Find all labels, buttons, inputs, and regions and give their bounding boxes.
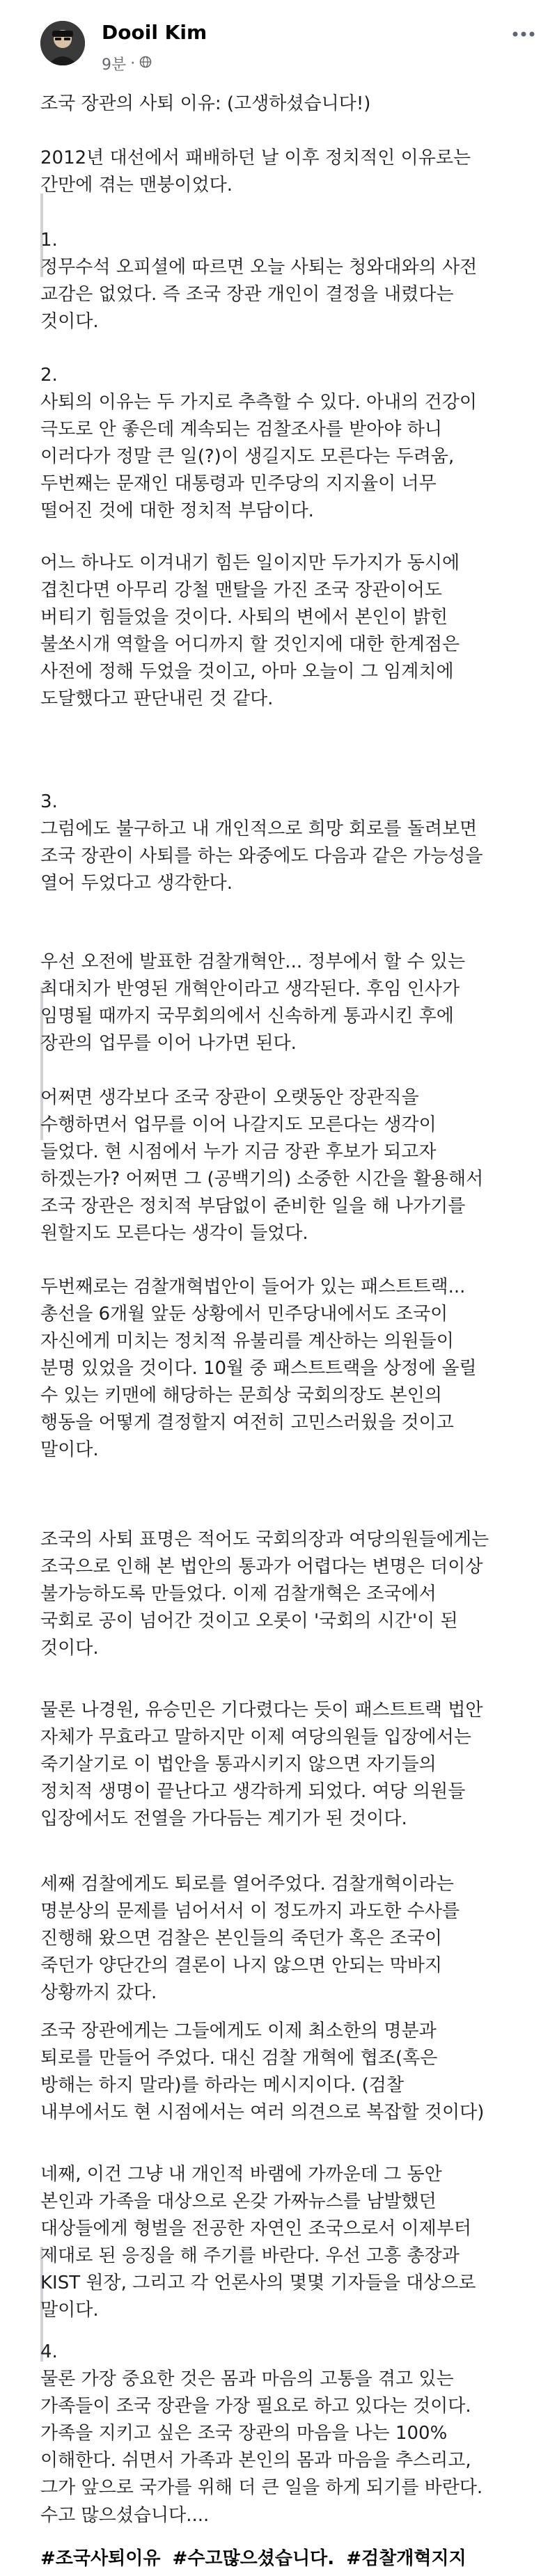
paragraph: 1. 정무수석 오피셜에 따르면 오늘 사퇴는 청와대와의 사전 교감은 없었다. 즉 조국 장관 개인이 결정을 내렸다는 것이다. [40, 230, 478, 332]
meta-separator: · [130, 55, 136, 72]
paragraph: 3. 그럼에도 불구하고 내 개인적으로 희망 회로를 돌려보면 조국 장관이 사퇴를 하는 와중에도 다음과 같은 가능성을 열어 두었다고 생각한다. [40, 791, 483, 894]
hashtag-link[interactable]: #조국사퇴이유 [40, 2548, 161, 2569]
globe-icon [139, 55, 152, 72]
post-time[interactable]: 9분 [102, 56, 127, 74]
paragraph: 4. 물론 가장 중요한 것은 몸과 마음의 고통을 겪고 있는 가족들이 조국 장관을 가장 필요로 하고 있다는 것이다. 가족을 지키고 싶은 조국 장관의 마음을 나는 100% 이해한다. 쉬면서 가족과 본인의 몸과 마음을 추스리고, 그가 앞으로 국가를 위해 더 큰 일을 하게 되기를 바란다. [40, 2341, 483, 2498]
paragraph: 네째, 이건 그냥 내 개인적 바램에 가까운데 그 동안 본인과 가족을 대상으로 온갖 가짜뉴스를 남발했던 대상들에게 형벌을 전공한 자연인 조국으로서 이제부터 제대로 된 응징을 해 주기를 바란다. 우선 고흥 총장과 KIST 원장, 그리고 각 언론사의 몇몇 기자들을 대상으로 말이다. [40, 2164, 476, 2321]
paragraph: 두번째로는 검찰개혁법안이 들어가 있는 패스트트랙... 총선을 6개월 앞둔 상황에서 민주당내에서도 조국이 자신에게 미치는 정치적 유불리를 계산하는 의원들이 분명 있었을 것이다. 10월 중 패스트트랙을 상정에 올릴 수 있는 키맨에 해당하는 문희상 국회의장도 본인의 행동을 어떻게 결정할지 여전히 고민스러웠을 것이고 말이다. [40, 1277, 477, 1460]
paragraph: 조국 장관에게는 그들에게도 이제 최소한의 명분과 퇴로를 만들어 주었다. 대신 검찰 개혁에 협조(혹은 방해는 하지 말라)를 하라는 메시지이다. (검찰 내부에서도 현 시점에서는 여러 의견으로 복잡할 것이다) [40, 2021, 485, 2123]
hashtag-list [40, 2545, 542, 2573]
hashtag-link[interactable]: #수고많으셨습니다. [172, 2548, 335, 2569]
paragraph: 조국의 사퇴 표명은 적어도 국회의장과 여당의원들에게는 조국으로 인해 본 법안의 통과가 어렵다는 변명은 더이상 불가능하도록 만들었다. 이제 검찰개혁은 조국에서 국회로 공이 넘어간 것이고 오롯이 '국회의 시간'이 된 것이다. [40, 1529, 489, 1659]
hashtag-link[interactable]: #검찰개혁지지 [346, 2548, 466, 2569]
avatar[interactable] [40, 21, 85, 65]
post-header [0, 0, 557, 77]
paragraph: 어느 하나도 이겨내기 힘든 일이지만 두가지가 동시에 겹친다면 아무리 강철 맨탈을 가진 조국 장관이어도 버티기 힘들었을 것이다. 사퇴의 변에서 본인이 밝힌 불쏘시개 역할을 어디까지 할 것인지에 대한 한계점은 사전에 정해 두었을 것이고, 아마 오늘이 그 임계치에 도달했다고 판단내린 것 같다. [40, 553, 460, 709]
paragraph: 어쩌면 생각보다 조국 장관이 오랫동안 장관직을 수행하면서 업무를 이어 나갈지도 모른다는 생각이 들었다. 현 시점에서 누가 지금 장관 후보가 되고자 하겠는가? 어쩌면 그 (공백기의) 소중한 시간을 활용해서 조국 장관은 정치적 부담없이 준비한 일을 해 나가기를 원할지도 모른다는 생각이 들었다. [40, 1087, 484, 1244]
paragraph: 수고 많으셨습니다.... [40, 2505, 210, 2526]
paragraph: 세째 검찰에게도 퇴로를 열어주었다. 검찰개혁이라는 명분상의 문제를 넘어서서 이 정도까지 과도한 수사를 진행해 왔으면 검찰은 본인들의 죽던가 혹은 조국이 죽던가 양단간의 결론이 나지 않으면 안되는 막바지 상황까지 갔다. [40, 1874, 460, 2003]
paragraph: 우선 오전에 발표한 검찰개혁안... 정부에서 할 수 있는 최대치가 반영된 개혁안이라고 생각된다. 후임 인사가 임명될 때까지 국무회의에서 신속하게 통과시킨 후에 장관의 업무를 이어 나가면 된다. [40, 951, 466, 1054]
paragraph: 2012년 대선에서 패배하던 날 이후 정치적인 이유로는 간만에 겪는 맨붕이었다. [40, 148, 471, 196]
ellipsis-icon[interactable] [511, 19, 536, 44]
post-meta [102, 53, 152, 74]
paragraph: 2. 사퇴의 이유는 두 가지로 추측할 수 있다. 아내의 건강이 극도로 안 좋은데 계속되는 검찰조사를 받아야 하니 이러다가 정말 큰 일(?)이 생길지도 모른다는 두려움, 두번째는 문재인 대통령과 민주당의 지지율이 너무 떨어진 것에 대한 정치적 부담이다. [40, 365, 477, 521]
author-name[interactable]: Dooil Kim [102, 21, 207, 44]
paragraph: 물론 나경원, 유승민은 기다렸다는 듯이 패스트트랙 법안 자체가 무효라고 말하지만 이제 여당의원들 입장에서는 죽기살기로 이 법안을 통과시키지 않으면 자기들의 정치적 생명이 끝난다고 생각하게 되었다. 여당 의원들 입장에서도 전열을 가다듬는 계기가 된 것이다. [40, 1700, 483, 1829]
post-title: 조국 장관의 사퇴 이유: (고생하셨습니다!) [40, 93, 371, 114]
